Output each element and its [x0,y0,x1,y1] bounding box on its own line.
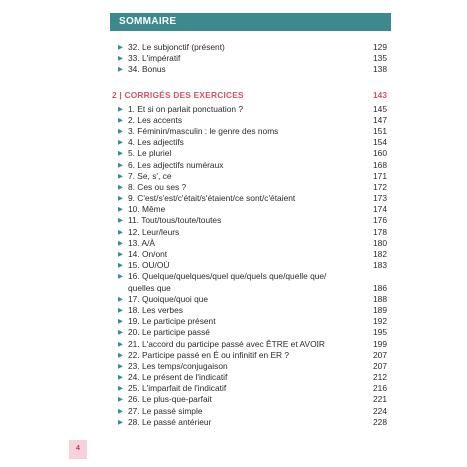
toc-entry-label: 5. Le pluriel [128,148,172,159]
toc-entry-label: 13. A/À [128,237,156,248]
section-page-number: 143 [373,89,387,100]
toc-entry[interactable] [112,160,391,171]
bullet-arrow-icon: ▶ [118,116,123,124]
toc-entry-label: 19. Le participe présent [128,316,216,327]
toc-entry-page: 135 [373,53,387,64]
bullet-arrow-icon: ▶ [118,362,123,370]
toc-entry-page: 174 [373,204,387,215]
toc-entry[interactable] [112,327,391,338]
toc-entry[interactable] [112,238,391,249]
toc-entry-page: 207 [373,349,387,360]
bullet-arrow-icon: ▶ [118,161,123,169]
toc-entry-page: 224 [373,405,387,416]
toc-entry-page: 207 [373,360,387,371]
bullet-arrow-icon: ▶ [118,273,123,281]
bullet-arrow-icon: ▶ [118,318,123,326]
toc-entry-page: 183 [373,260,387,271]
toc-entry-label: 4. Les adjectifs [128,137,184,148]
section-heading [112,89,391,101]
toc-entry[interactable] [112,283,391,294]
bullet-arrow-icon: ▶ [118,340,123,348]
bullet-arrow-icon: ▶ [118,374,123,382]
toc-entry-label: 20. Le participe passé [128,327,210,338]
toc-entry[interactable] [112,350,391,361]
toc-entry-page: 145 [373,103,387,114]
bullet-arrow-icon: ▶ [118,206,123,214]
toc-entry-label: 14. On/ont [128,249,168,259]
bullet-arrow-icon: ▶ [118,329,123,337]
toc-entry-page: 186 [373,282,387,293]
toc-entry-page: 138 [373,64,387,75]
toc-entry-page: 168 [373,159,387,170]
toc-entry[interactable] [112,227,391,238]
toc-entry-label: 27. Le passé simple [128,405,203,416]
toc-entry-label: 25. L'imparfait de l'indicatif [128,383,227,394]
toc-entry-label: 22. Participe passé en É ou infinitif en ER ? [128,349,290,360]
toc-entry-label: 26. Le plus-que-parfait [128,394,212,405]
toc-entry-label: 7. Se, s', ce [128,170,172,181]
toc-entry[interactable] [112,64,391,75]
toc-entry[interactable] [112,104,391,115]
toc-entry-page: 182 [373,249,387,259]
bullet-arrow-icon: ▶ [118,351,123,359]
bullet-arrow-icon: ▶ [118,139,123,147]
toc-entry-page: 228 [373,416,387,427]
toc-entry-page: 188 [373,293,387,304]
toc-entry-label: 15. OU/OÙ [128,260,170,271]
toc-entry-page: 195 [373,327,387,338]
toc-entry-label: 17. Quoique/quoi que [128,293,209,304]
bullet-arrow-icon: ▶ [118,306,123,314]
bullet-arrow-icon: ▶ [118,172,123,180]
toc-entry[interactable] [112,53,391,64]
toc-entry-page: 147 [373,114,387,125]
bullet-arrow-icon: ▶ [118,385,123,393]
bullet-arrow-icon: ▶ [118,295,123,303]
bullet-arrow-icon: ▶ [118,105,123,113]
toc-entry-label: quelles que [128,282,171,293]
toc-entry[interactable] [112,406,391,417]
toc-entry-page: 176 [373,215,387,226]
toc-entry[interactable] [112,42,391,53]
toc-entry[interactable] [112,204,391,215]
toc-entry[interactable] [112,383,391,394]
toc-entry-page: 221 [373,394,387,405]
bullet-arrow-icon: ▶ [118,183,123,191]
bullet-arrow-icon: ▶ [118,251,123,258]
toc-entry-page: 129 [373,42,387,52]
toc-entry-label: 11. Tout/tous/toute/toutes [128,215,222,226]
toc-entry-label: 9. C'est/s'est/c'était/s'étaient/ce sont/c'étaient [128,193,296,204]
toc-entry-page: 173 [373,193,387,204]
page-number: 4 [76,445,80,452]
toc-entry-label: 18. Les verbes [128,304,183,315]
bullet-arrow-icon: ▶ [118,55,123,63]
bullet-arrow-icon: ▶ [118,239,123,247]
bullet-arrow-icon: ▶ [118,195,123,203]
toc-entry[interactable] [112,171,391,182]
toc-entry-label: 23. Les temps/conjugaison [128,360,228,371]
toc-entry-page: 151 [373,125,387,136]
toc-entry[interactable] [112,372,391,383]
toc-entry-label: 24. Le présent de l'indicatif [128,372,228,383]
toc-entry[interactable] [112,126,391,137]
toc-entry-page: 212 [373,372,387,383]
bullet-arrow-icon: ▶ [118,127,123,135]
toc-entry-label: 21. L'accord du participe passé avec ÊTRE et AVOIR [128,338,325,349]
toc-entry-label: 6. Les adjectifs numéraux [128,159,224,170]
sommaire-header [110,13,391,31]
toc-entry-page: 160 [373,148,387,159]
toc-entry-label: 12. Leur/leurs [128,226,180,237]
toc-entry-label: 16. Quelque/quelques/quel que/quels que/quelle que/ [128,271,327,282]
toc-entry-page: 172 [373,181,387,192]
bullet-arrow-icon: ▶ [118,217,123,225]
toc-entry[interactable] [112,316,391,327]
toc-entry-page: 180 [373,237,387,248]
toc-entry[interactable] [112,137,391,148]
toc-entry-page: 154 [373,137,387,148]
toc-entry-label: 1. Et si on parlait ponctuation ? [128,103,243,114]
bullet-arrow-icon: ▶ [118,66,123,74]
toc-entry-page: 189 [373,304,387,315]
toc-entry[interactable] [112,215,391,226]
bullet-arrow-icon: ▶ [118,228,123,236]
bullet-arrow-icon: ▶ [118,396,123,404]
bullet-arrow-icon: ▶ [118,44,123,51]
toc-entry-label: 10. Même [128,204,166,215]
toc-entry-label: 32. Le subjonctif (présent) [128,42,225,52]
bullet-arrow-icon: ▶ [118,418,123,426]
header-title: SOMMAIRE [119,16,177,27]
bullet-arrow-icon: ▶ [118,407,123,415]
toc-entry-label: 8. Ces ou ses ? [128,181,187,192]
toc-entry[interactable] [112,361,391,372]
toc-entry[interactable] [112,294,391,305]
toc-entry[interactable] [112,305,391,316]
toc-entry-label: 28. Le passé antérieur [128,416,212,427]
toc-entry[interactable] [112,394,391,405]
toc-entry-page: 192 [373,316,387,327]
toc-entry-label: 34. Bonus [128,64,166,75]
toc-entry[interactable] [112,249,391,260]
toc-entry[interactable] [112,182,391,193]
toc-entry[interactable] [112,260,391,271]
bullet-arrow-icon: ▶ [118,150,123,158]
bullet-arrow-icon: ▶ [118,262,123,270]
toc-entry[interactable] [112,271,391,282]
toc-entry-page: 171 [373,170,387,181]
toc-entry[interactable] [112,339,391,350]
toc-entry[interactable] [112,115,391,126]
section-label: 2 | CORRIGÉS DES EXERCICES [112,89,244,100]
toc-entry-page: 178 [373,226,387,237]
table-of-contents [112,42,391,428]
page-number-marker [69,440,87,459]
toc-entry-page: 199 [373,338,387,349]
toc-entry-label: 2. Les accents [128,114,183,125]
toc-entry[interactable] [112,193,391,204]
toc-entry[interactable] [112,148,391,159]
toc-entry[interactable] [112,417,391,428]
toc-entry-page: 216 [373,383,387,394]
toc-entry-label: 3. Féminin/masculin : le genre des noms [128,125,279,136]
toc-entry-label: 33. L'impératif [128,53,181,64]
